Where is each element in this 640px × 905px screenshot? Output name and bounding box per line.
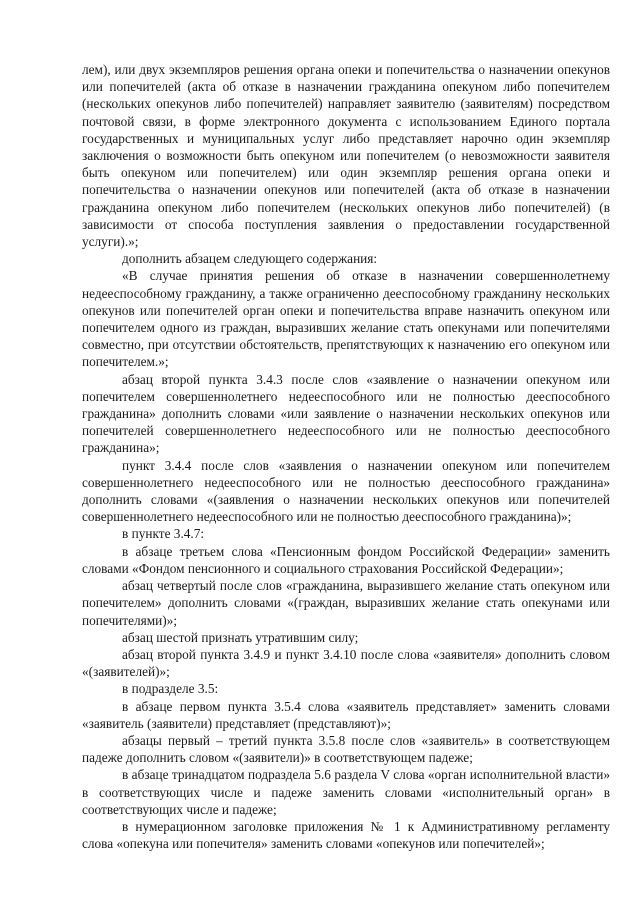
paragraph-3-5: в подразделе 3.5: [122, 681, 219, 697]
document-page [82, 61, 610, 852]
paragraph-3-4-4: пункт 3.4.4 после слов «заявления о назначении опекуном или попечителем совершеннолетнего недееспособного или не полностью дееспособного гражданина» дополнить словами «(заявления о назначении нескольких опекунов или попечителей совершеннолетнего недееспособного или не полностью дееспособного гражданина)»; [82, 457, 610, 525]
paragraph-add-intro: дополнить абзацем следующего содержания: [122, 251, 378, 267]
paragraph-3-5-8: абзацы первый – третий пункта 3.5.8 после слов «заявитель» в соответствующем падеже дополнить словом «(заявители)» в соответствующем падеже; [82, 732, 610, 766]
paragraph-3-4-7: в пункте 3.4.7: [122, 526, 205, 542]
paragraph-3-4-7-fourth: абзац четвертый после слов «гражданина, выразившего желание стать опекуном или попечителем» дополнить словами «(граждан, выразивших желание стать опекунами или попечителями)»; [82, 578, 610, 628]
paragraph-3-4-3: абзац второй пункта 3.4.3 после слов «заявление о назначении опекуном или попечителем совершеннолетнего недееспособного или не полностью дееспособного гражданина» дополнить словами «или заявление о назначении нескольких опекунов или попечителей совершеннолетнего недееспособного или не полностью дееспособного гражданина»; [82, 371, 610, 456]
paragraph-3-5-4: в абзаце первом пункта 3.5.4 слова «заявитель представляет» заменить словами «заявитель (заявители) представляет (представляют)»; [82, 698, 610, 731]
paragraph-3-4-7-third: в абзаце третьем слова «Пенсионным фондом Российской Федерации» заменить словами «Фондом пенсионного и социального страхования Российской Федерации»; [82, 543, 610, 576]
paragraph-3-4-7-sixth: абзац шестой признать утратившим силу; [122, 629, 359, 645]
paragraph-5-6: в абзаце тринадцатом подраздела 5.6 раздела V слова «орган исполнительной власти» в соответствующих числе и падеже заменить словами «исполнительный орган» в соответствующих числе и падеже; [82, 767, 610, 817]
paragraph-appendix-1: в нумерационном заголовке приложения № 1 к Административному регламенту слова «опекуна или попечителя» заменить словами «опекунов или попечителей»; [82, 818, 610, 852]
paragraph-added-text: «В случае принятия решения об отказе в назначении совершеннолетнему недееспособному гражданину, а также ограниченно дееспособному гражданину нескольких опекунов или попечителей орган опеки и попечительства вправе назначить опекуном или попечителем одного из граждан, выразивших желание стать опекунами или попечителями совместно, при отсутствии обстоятельств, препятствующих к назначению его опекуном или попечителем.»; [82, 268, 610, 370]
paragraph-continuation: лем), или двух экземпляров решения органа опеки и попечительства о назначении опекунов или попечителей (акта об отказе в назначении гражданина опекуном либо попечителем (нескольких опекунов либо попечителей) направляет заявителю (заявителям) посредством почтовой связи, в форме электронного документа с использованием Единого портала государственных и муниципальных услуг либо представляет нарочно один экземпляр заключения о возможности быть опекуном или попечителем (о невозможности заявителя быть опекуном или попечителем) или один экземпляр решения органа опеки и попечительства о назначении опекунов или попечителей (акта об отказе в назначении гражданина опекуном либо попечителем (нескольких опекунов либо попечителей) (в зависимости от способа поступления заявления о предоставлении государственной услуги).»; [82, 62, 610, 250]
paragraph-3-4-9: абзац второй пункта 3.4.9 и пункт 3.4.10 после слова «заявителя» дополнить словом «(заявителей)»; [82, 646, 610, 680]
